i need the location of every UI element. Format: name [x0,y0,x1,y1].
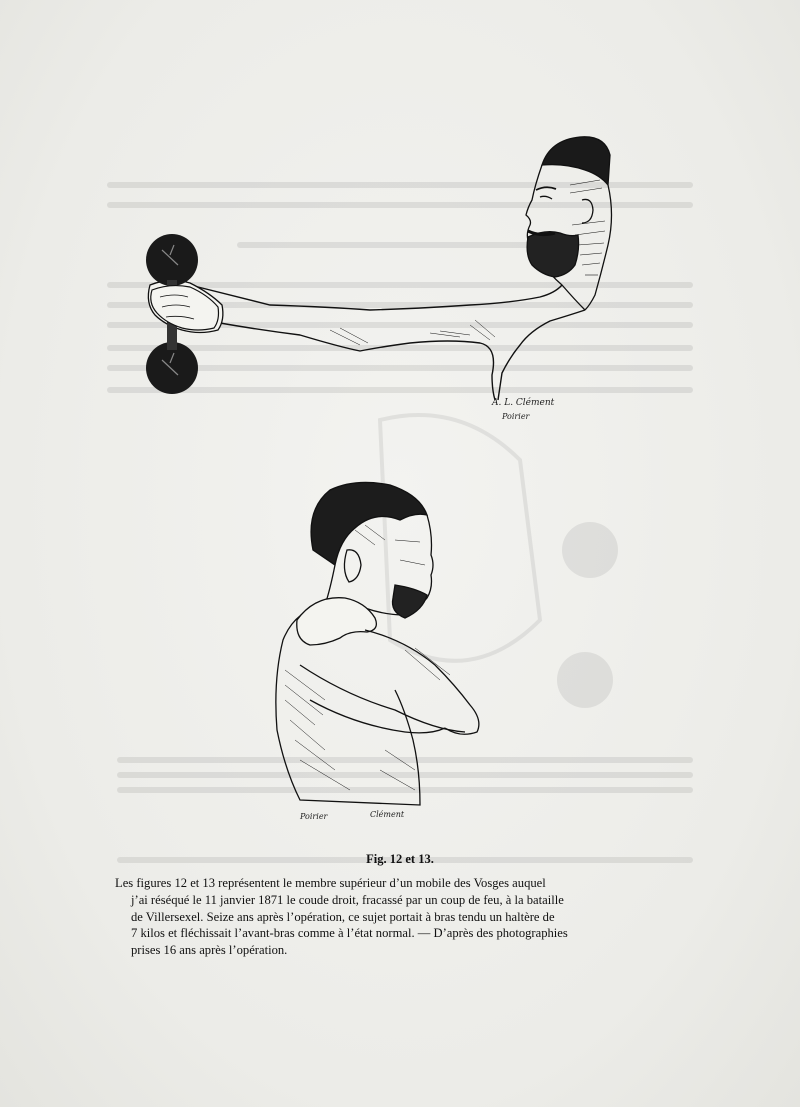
caption-line: de Villersexel. Seize ans après l’opération, ce sujet portait à bras tendu un haltère de [131,909,555,924]
engraver-signature-top: A. L. Clément [492,398,555,408]
hair [311,482,427,565]
outstretched-arm [190,285,585,400]
engraver-signature-bottom-left: Poirier [300,812,328,821]
engraver-signature-bottom-right: Clément [370,810,405,819]
engraver-signature-top-2: Poirier [502,412,530,421]
caption-line: Les figures 12 et 13 représentent le membre supérieur d’un mobile des Vosges auquel [115,876,546,890]
caption-line: 7 kilos et fléchissait l’avant-bras comme à l’état normal. — D’après des photographies [131,926,568,941]
caption-line: j’ai réséqué le 11 janvier 1871 le coude droit, fracassé par un coup de feu, à la bataille [131,892,564,907]
head-profile [526,137,612,310]
figure-title: Fig. 12 et 13. [366,852,434,866]
figure-caption [115,875,642,959]
figure-12-illustration [130,125,620,435]
hand-on-shoulder [297,598,377,645]
figure-13-illustration [255,470,485,830]
caption-line: prises 16 ans après l’opération. [131,943,288,958]
